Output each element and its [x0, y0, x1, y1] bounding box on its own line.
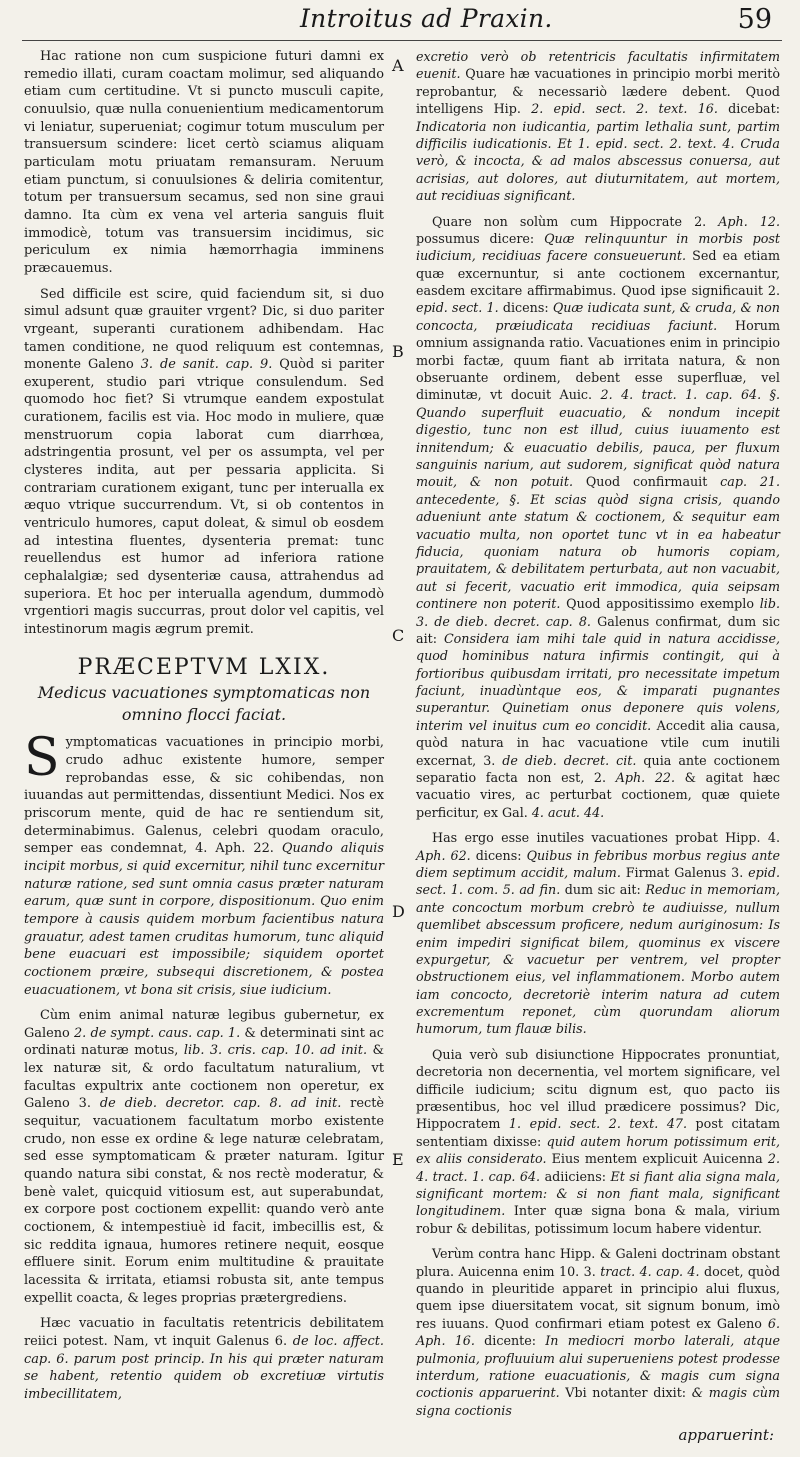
- paragraph-text: Accedit alia causa, quòd natura in hac vacuatione vtile cum inutili excernat, 3.: [416, 717, 780, 768]
- paragraph-text: Quia verò sub disiunctione Hippocrates pronuntiat, decretoria non decernentia, vel mortem significare, vel difficile iudicium; scitu dignum est, quo pacto iis præsentibus, hoc vel illud prædicere possimus? Dic, Hippocratem: [416, 1046, 780, 1132]
- paragraph-text: & determinati sint ac ordinati naturæ motus,: [24, 1025, 384, 1059]
- quotation: cap. 21. antecedente, §. Et scias quòd signa crisis, quando adueniunt ante statum & coctionem, & sequitur eam vacuatio multa, non oportet tunc vt in ea habeatur fiducia, quoniam natura ob humoris copiam, prauitatem, & debilitatem perturbata, aut non vacuabit, aut si fecerit, vacuatio erit immodica, quia seipsam continere non poterit.: [416, 474, 780, 612]
- paragraph-text: Vbi notanter dixit:: [559, 1385, 692, 1401]
- citation: 1. epid. sect. 2. text. 47.: [508, 1116, 688, 1132]
- quotation: Reduc in memoriam, ante concoctum morbum crebrò te audiuisse, nullum quemlibet abscessum proficere, nedum auriginosum: Is enim impediri significat bilem, quominus ex viscere expurgetur, & vacuetur per ventrem, vel propter obstructionem eius, vel inflammationem. Morbo autem iam concocto, decretoriè interim natura ad cutem excrementum reponet, cùm quorundam aliorum humorum, tum flauæ bilis.: [416, 882, 780, 1037]
- margin-letter-a: A: [392, 56, 404, 75]
- paragraph-text: Has ergo esse inutiles vacuationes probat Hipp. 4.: [432, 830, 780, 846]
- paragraph-text: dicebat:: [717, 101, 780, 117]
- quotation: 2. 4. tract. 1. cap. 64. §. Quando superfluit euacuatio, & nondum incepit digestio, tunc non est illud, cuius iuuamento est innitendum; & euacuatio debilis, pauca, per fluxum sanguinis narium, aut sudorem, significat quòd natura mouit, & non potuit.: [416, 387, 780, 490]
- citation: epid. sect. 1.: [416, 300, 499, 316]
- paragraph-text: & lex naturæ sit, & ordo facultatum naturalium, vt facultas expultrix ante coctionem non operetur, ex Galeno 3.: [24, 1043, 384, 1112]
- paragraph-text: possumus dicere:: [416, 230, 545, 246]
- paragraph-text: Horum omnium assignanda ratio. Vacuationes enim in principio morbi factæ, quum fiant ab irritata natura, & non obseruante ordinem, debent esse superfluæ, vel diminutæ, vt docuit Auic.: [416, 317, 780, 403]
- paragraph: [416, 1245, 780, 1419]
- paragraph-text: docet, quòd quando in pleuritide apparet in principio alui fluxus, quem ipse diuersitatem vocat, sit signum bonum, imò res iuuans. Quod confirmari etiam potest ex Galeno: [416, 1263, 780, 1331]
- right-column: [416, 48, 780, 1419]
- paragraph-text: & agitat hæc vacuatio vires, ac perturbat coctionem, quæ quiete perficitur, ex Gal.: [416, 770, 780, 820]
- paragraph: [24, 1315, 384, 1403]
- citation: Aph. 62.: [416, 847, 471, 863]
- page-number: 59: [737, 4, 772, 35]
- section-subheading: Medicus vacuationes symptomaticas non omnino flocci faciat.: [37, 683, 371, 725]
- paragraph: [416, 213, 780, 822]
- paragraph-text: dum sic ait:: [560, 882, 646, 898]
- paragraph-text: post citatam sententiam dixisse:: [416, 1116, 780, 1149]
- citation: 2. de sympt. caus. cap. 1.: [73, 1025, 241, 1041]
- quotation: Quæ iudicata sunt, & cruda, & non concocta, præiudicata recidiuas faciunt.: [416, 300, 780, 333]
- quotation: Quæ relinquuntur in morbis post iudicium, recidiuas facere consueuerunt.: [416, 230, 780, 264]
- paragraph-text: rectè sequitur, vacuationem facultatum morbo existente crudo, non esse ex ordine & lege naturæ celebratam, sed esse symptomaticam & præter naturam. Igitur quando natura sibi constat, & nos rectè moderatur, & benè valet, quicquid vitiosum est, aut superabundat, ex corpore post coctionem expellit: quando verò ante coctionem, & intempestiuè id facit, imbecillis est, & sic reddita ignaua, humores retinere nequit, eosque effluere sinit. Eorum enim multitudine & prauitate lacessita & irritata, etiamsi robusta sit, ante tempus expellit coacta, & leges proprias prætergrediens.: [24, 1096, 385, 1306]
- paragraph-text: Verùm contra hanc Hipp. & Galeni doctrinam obstant plura. Auicenna enim 10. 3.: [416, 1246, 780, 1279]
- paragraph-text: Quare non solùm cum Hippocrate 2.: [432, 213, 719, 229]
- paragraph-text: Sed difficile est scire, quid faciendum sit, si duo simul adsunt quæ grauiter vrgent? Dic, si duo pariter vrgeant, superanti curationem adhibendam. Hac tamen conditione, ne quod reliquum est contemnas, monente Galeno: [24, 286, 384, 373]
- paragraph-text: Hæc vacuatio in facultatis retentricis debilitatem reiici potest. Nam, vt inquit Galenus 6.: [24, 1316, 384, 1349]
- paragraph-text: Eius mentem explicuit Auicenna: [546, 1151, 768, 1167]
- quotation: de loc. affect. cap. 6. parum post princip. In his qui præter naturam se habent, retentio quidem ob excretiuæ virtutis imbecillitatem,: [24, 1333, 384, 1402]
- citation: Aph. 12.: [718, 213, 780, 229]
- running-title: Introitus ad Praxin.: [300, 4, 553, 33]
- margin-letter-b: B: [392, 342, 404, 361]
- paragraph-text: adiiciens:: [540, 1168, 611, 1184]
- quotation: Indicatoria non iudicantia, partim lethalia sunt, partim difficilis iudicationis. Et 1. epid. sect. 2. text. 4. Cruda verò, & incocta, & ad malos abscessus conuersa, aut acrisias, aut dolores, aut diuturnitatem, aut mortem, aut recidiuas significant.: [416, 118, 780, 204]
- paragraph: [24, 48, 384, 278]
- margin-letter-c: C: [392, 626, 405, 645]
- citation: 2. 4. tract. 1. cap. 64.: [416, 1151, 780, 1184]
- citation: de dieb. decret. cit.: [502, 752, 637, 768]
- paragraph-text: Hac ratione non cum suspicione futuri damni ex remedio illati, curam coactam molimur, sed aliquando etiam cum certitudine. Vt si puncto musculi capite, conuulsio, quæ nulla conuenientium medicamentorum vi leniatur, superueniat; cogimur totum musculum per transuersum scindere: licet certò sciamus aliquam particulam motu priuatam remansuram. Neruum etiam punctum, si conuulsiones & deliria comitentur, totum per transuersum secamus, sed non sine graui damno. Ita cùm ex vena vel arteria sanguis fluit immodicè, totum vas transuersim incidimus, sic periculum ex nimia hæmorrhagia imminens præcauemus.: [24, 49, 384, 276]
- catchword: apparuerint:: [678, 1426, 774, 1444]
- margin-letter-d: D: [392, 902, 405, 921]
- paragraph: [24, 286, 384, 639]
- citation: 3. de sanit. cap. 9.: [140, 357, 273, 373]
- paragraph-text: Firmat Galenus 3.: [620, 864, 749, 880]
- left-column: [24, 48, 384, 1404]
- quotation: Considera iam mihi tale quid in natura accidisse, quod hominibus natura infirmis contingit, qui à fortioribus quibusdam irritati, pro necessitate impetum faciunt, inuadùntque eos, & imparati pugnantes superantur. Quinetiam onus deponere quis volens, interim vel inuitus cum eo concidit.: [416, 630, 780, 733]
- paragraph-text: dicente:: [474, 1333, 546, 1349]
- citation: epid. sect. 1. com. 5. ad fin.: [416, 864, 780, 898]
- paragraph-text: Galenus confirmat, dum sic ait:: [416, 613, 780, 646]
- paragraph-text: Quòd si pariter exuperent, studio pari vtrique consulendum. Sed quomodo hoc fiet? Si vtrumque eandem expostulat curationem, facilis est via. Hoc modo in muliere, quæ menstruorum copia laborat cum diarrhœa, adstringentia prosunt, vel per os assumpta, vel per clysteres indita, aut per pessaria applicita. Si contrariam curationem exigant, tunc per interualla ex æquo vtrique succurrendum. Vt, si ob contentos in ventriculo humores, caput doleat, & simul ob eosdem ad intestina fluentes, dysenteria premat: tunc reuellendus est humor ad inferiora ratione cephalalgiæ; sed dysenteriæ causa, attrahendus ad superiora. Et hoc per interualla agendum, dummodò vrgentiori magis succurras, prout dolor vel capitis, vel intestinorum magis ægrum premit.: [24, 357, 384, 637]
- page-header: [0, 4, 800, 40]
- paragraph: [416, 829, 780, 1038]
- paragraph-text: ymptomaticas vacuationes in principio morbi, crudo adhuc existente humore, semper reprobandas esse, & sic cohibendas, non iuuandas aut permittendas, dissentiunt Medici. Nos ex priscorum mente, quid de hac re sentiendum sit, determinabimus. Galenus, celebri quodam oraculo, semper eas condemnat, 4. Aph. 22.: [24, 735, 384, 857]
- quotation: In mediocri morbo laterali, atque pulmonia, profluuium alui superueniens potest prodesse interdum, ratione euacuationis, & magis cum signa coctionis apparuerint.: [416, 1333, 780, 1401]
- paragraph: [416, 1046, 780, 1237]
- citation: lib. 3. cris. cap. 10. ad init.: [183, 1043, 368, 1059]
- citation: de dieb. decretor. cap. 8. ad init.: [99, 1096, 342, 1112]
- paragraph-text: Inter quæ signa bona & mala, virium robur & debilitas, potissimum locum habere videntur.: [416, 1203, 780, 1236]
- quotation: excretio verò ob retentricis facultatis infirmitatem euenit.: [416, 49, 780, 82]
- paragraph-text: Quod appositissimo exemplo: [560, 596, 760, 612]
- citation: Aph. 22.: [615, 770, 676, 786]
- paragraph-text: Sed ea etiam quæ excernuntur, si ante coctionem excernantur, easdem excitare affirmabimus. Quod ipse significauit 2.: [416, 248, 780, 299]
- quotation: Et si fiant alia signa mala, significant mortem: & si non fiant mala, significant longitudinem.: [416, 1168, 781, 1219]
- section-heading: PRÆCEPTVM LXIX.: [77, 654, 331, 680]
- quotation: & magis cùm signa coctionis: [416, 1385, 780, 1418]
- paragraph-text: Quod confirmauit: [573, 474, 721, 490]
- quotation: quid autem horum potissimum erit, ex aliis considerato.: [416, 1133, 780, 1167]
- paragraph-text: dicens:: [498, 300, 553, 316]
- citation: tract. 4. cap. 4.: [600, 1263, 700, 1279]
- paragraph-text: dicens:: [470, 847, 527, 863]
- paragraph: [416, 48, 780, 205]
- citation: 6. Aph. 16.: [416, 1315, 780, 1349]
- quotation: Quibus in febribus morbus regius ante diem septimum accidit, malum.: [416, 847, 780, 880]
- paragraph: [24, 728, 384, 999]
- paragraph-text: Quare hæ vacuationes in principio morbi meritò reprobantur, & necessariò lædere debent. Quod intelligens Hip.: [416, 66, 780, 117]
- quotation: Quando aliquis incipit morbus, si quid excernitur, nihil tunc excernitur naturæ ratione, sed sunt omnia casus præter naturam earum, quæ sunt in corpore, dispositionum. Quo enim tempore à causis quidem morbum facientibus natura grauatur, adest tamen cruditas humorum, tunc aliquid bene euacuari est impossibile; siquidem oportet coctionem præire, subsequi discretionem, & postea euacuationem, vt bona sit crisis, siue iudicium.: [24, 841, 384, 998]
- drop-cap: S: [24, 728, 60, 789]
- citation: 2. epid. sect. 2. text. 16.: [531, 101, 718, 117]
- paragraph: [24, 1007, 384, 1307]
- margin-letter-e: E: [392, 1150, 404, 1169]
- citation: 4. acut. 44.: [531, 804, 605, 820]
- paragraph-text: Cùm enim animal naturæ legibus gubernetur, ex Galeno: [24, 1008, 384, 1041]
- citation: lib. 3. de dieb. decret. cap. 8.: [416, 596, 780, 629]
- header-rule: [22, 40, 782, 41]
- paragraph-text: quia ante coctionem separatio facta non est, 2.: [416, 752, 780, 786]
